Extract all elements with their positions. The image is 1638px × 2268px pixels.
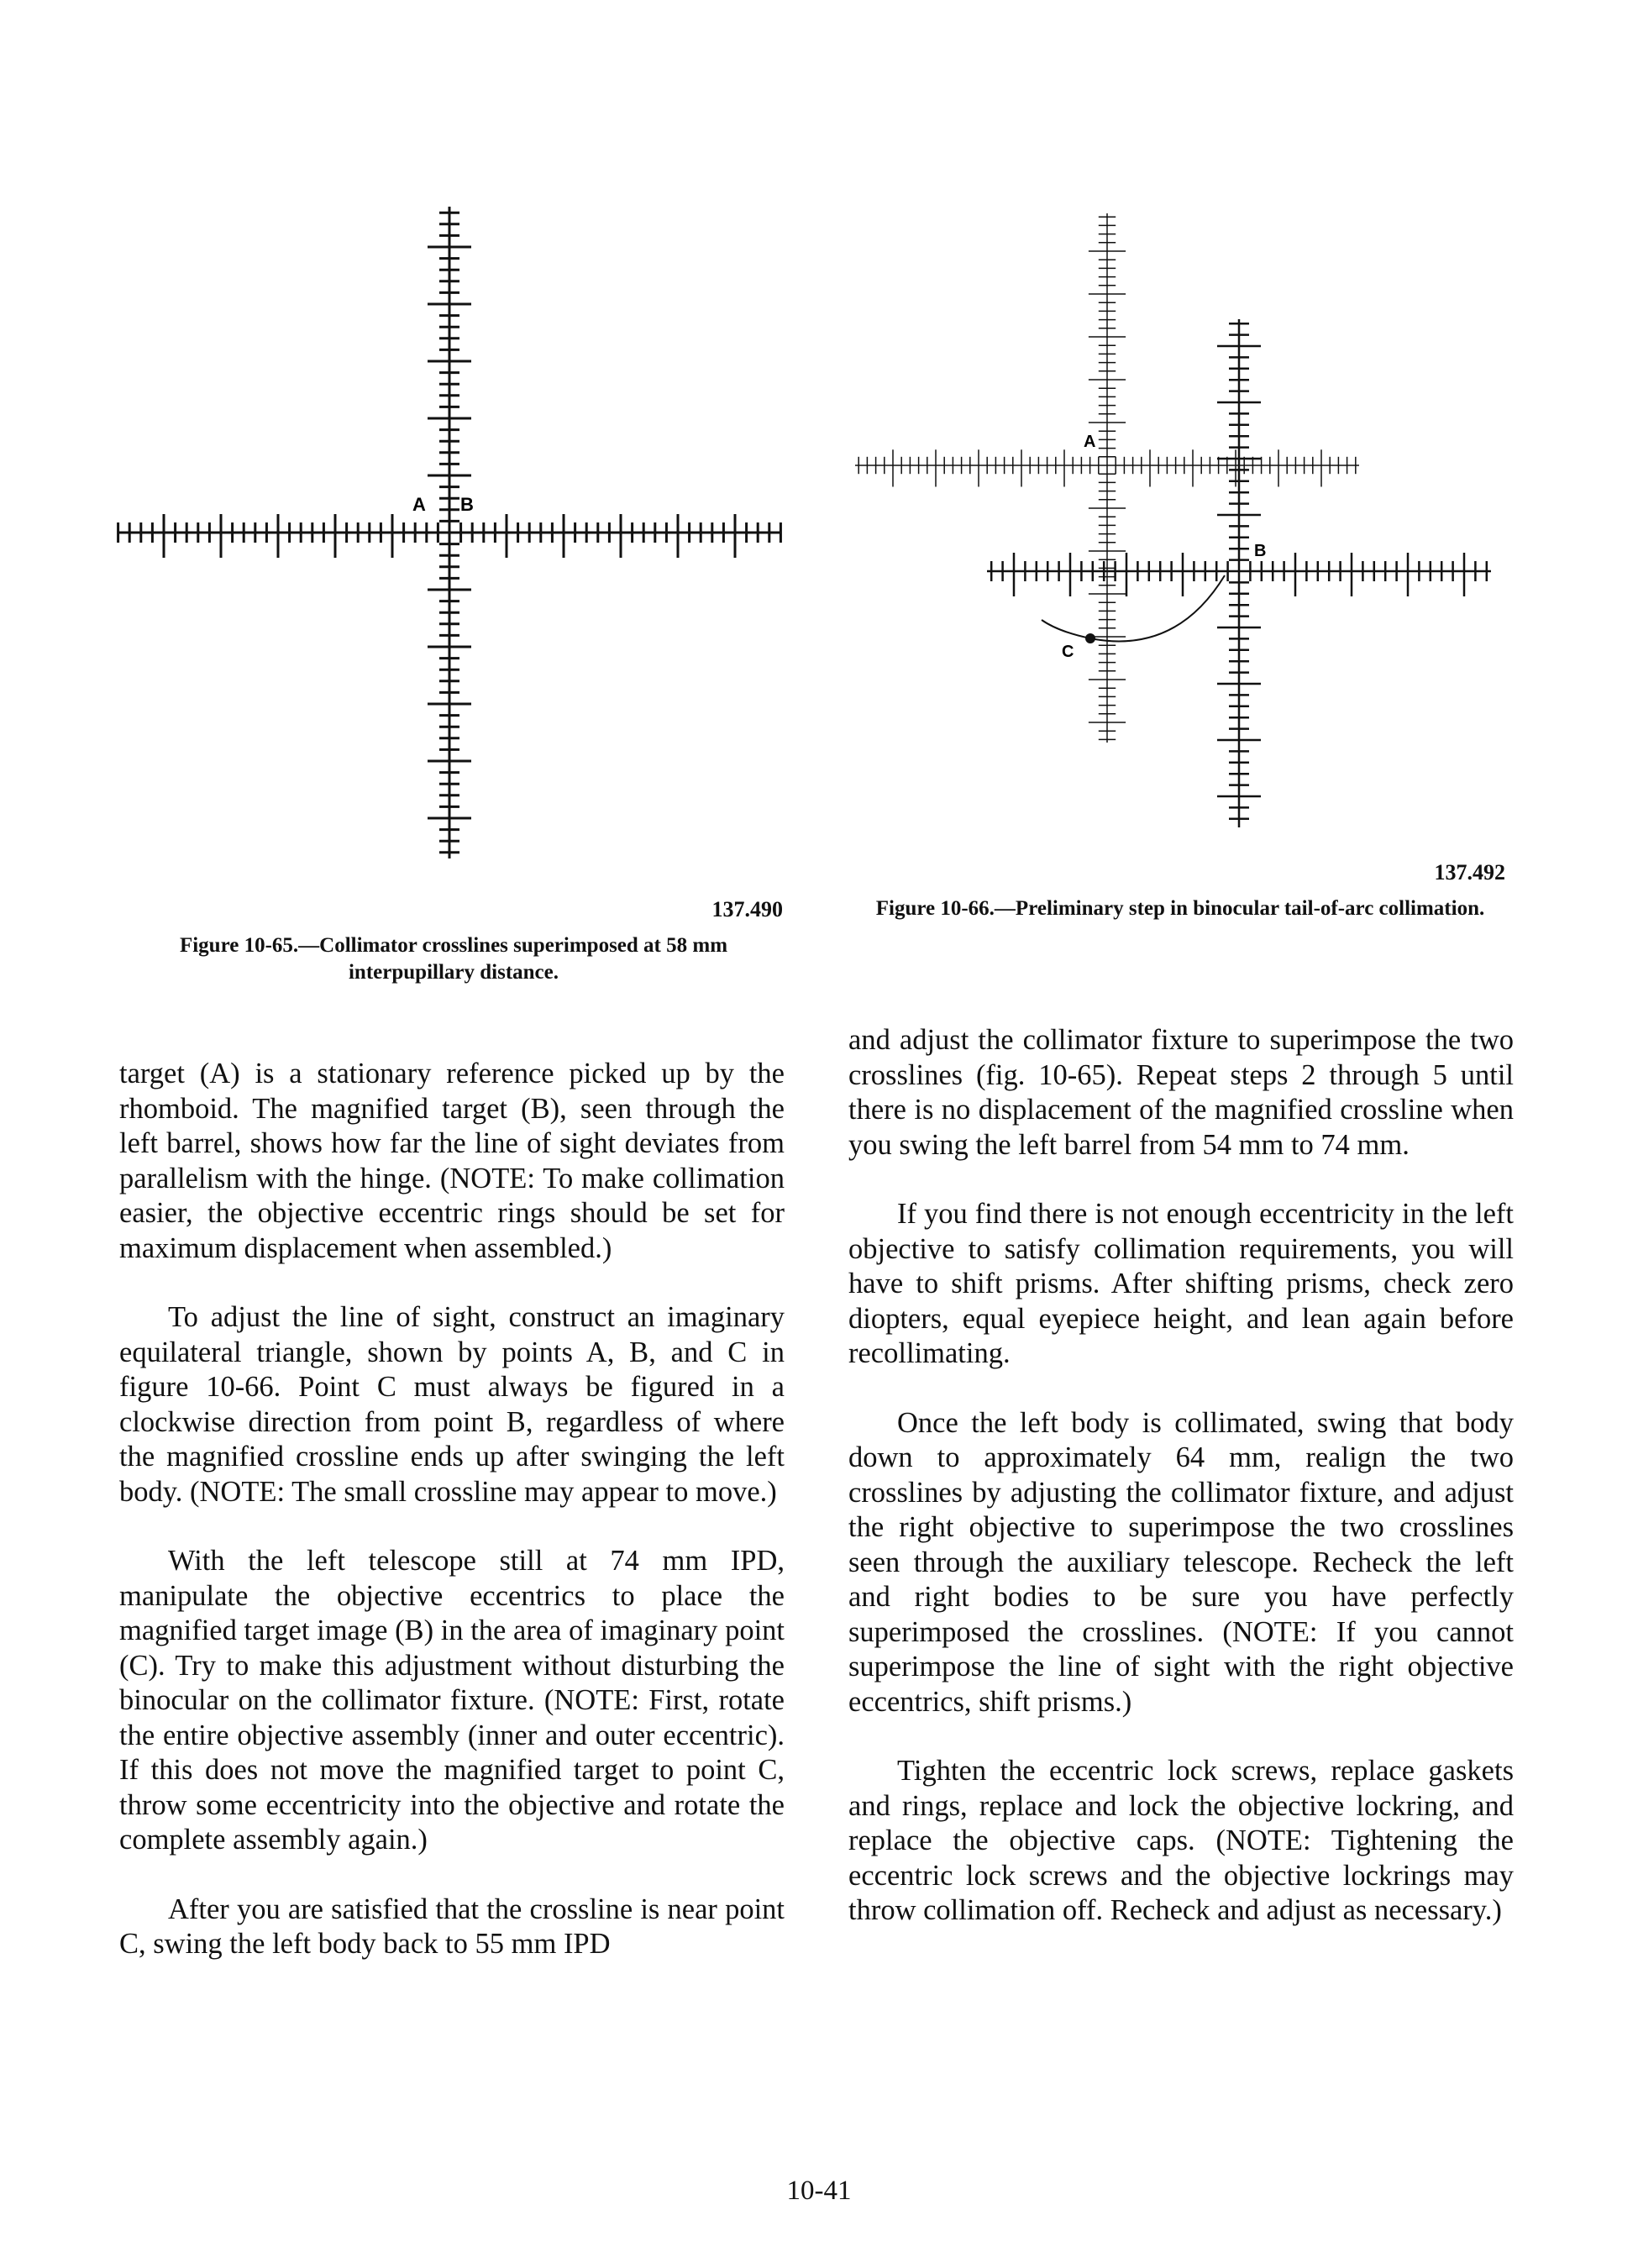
figure-10-66-id: 137.492 bbox=[1434, 860, 1505, 885]
paragraph: To adjust the line of sight, construct an imaginary equilateral triangle, shown by points A, B, and C in figure 10-66. Point C must always be figured in a clockwise direction from point B, regardless of where the magnified crossline ends up after swinging the left body. (NOTE: The small crossline may appear to move.) bbox=[119, 1301, 785, 1508]
paragraph: After you are satisfied that the crossline is near point C, swing the left body back to 55 mm IPD bbox=[119, 1893, 785, 1960]
paragraph: Tighten the eccentric lock screws, replace gaskets and rings, replace and lock the objective lockring, and replace the objective caps. (NOTE: Tightening the eccentric lock screws and the objective lockrings may throw collimation off. Recheck and adjust as necessary.) bbox=[848, 1755, 1514, 1926]
figures-canvas bbox=[0, 0, 1638, 966]
figure-10-66-crosslines bbox=[855, 213, 1491, 827]
figure-10-65-id: 137.490 bbox=[711, 897, 783, 921]
right-column bbox=[848, 1023, 1514, 1963]
paragraph: and adjust the collimator fixture to superimpose the two crosslines (fig. 10-65). Repeat steps 2 through 5 until there is no displacement of the magnified crossline when you swing the left barrel from 54 mm to 74 mm. bbox=[848, 1024, 1514, 1161]
figure-10-65-label-a: A bbox=[412, 494, 426, 515]
left-column bbox=[119, 1057, 785, 1997]
point-c-dot bbox=[1085, 633, 1095, 643]
figure-10-65-caption: Figure 10-65.—Collimator crosslines superimposed at 58 mm interpupillary distance. bbox=[179, 934, 728, 984]
page-number: 10-41 bbox=[786, 2176, 852, 2206]
paragraph: target (A) is a stationary reference picked up by the rhomboid. The magnified target (B), seen through the left barrel, shows how far the line of sight deviates from parallelism with the hinge. (NOTE: To make collimation easier, the objective eccentric rings should be set for maximum displacement when assembled.) bbox=[119, 1058, 785, 1264]
figure-10-65-label-b: B bbox=[460, 494, 474, 515]
figure-10-66-label-b: B bbox=[1254, 542, 1267, 560]
figure-10-66-label-a: A bbox=[1084, 433, 1096, 451]
figure-10-66-label-c: C bbox=[1062, 643, 1074, 661]
collimation-arc bbox=[1042, 575, 1225, 641]
figure-10-65-crosslines bbox=[118, 207, 781, 858]
paragraph: If you find there is not enough eccentricity in the left objective to satisfy collimation requirements, you will have to shift prisms. After shifting prisms, check zero diopters, equal eyepiece height, and lean again before recollimating. bbox=[848, 1198, 1514, 1369]
paragraph: With the left telescope still at 74 mm IPD, manipulate the objective eccentrics to place the magnified target image (B) in the area of imaginary point (C). Try to make this adjustment without disturbing the binocular on the collimator fixture. (NOTE: First, rotate the entire objective assembly (inner and outer eccentric). If this does not move the magnified target to point C, throw some eccentricity into the objective and rotate the complete assembly again.) bbox=[119, 1545, 785, 1856]
figure-10-66-caption: Figure 10-66.—Preliminary step in binocular tail-of-arc collimation. bbox=[875, 897, 1485, 920]
paragraph: Once the left body is collimated, swing that body down to approximately 64 mm, realign the two crosslines by adjusting the collimator fixture, and adjust the right objective to superimpose the two crosslines seen through the auxiliary telescope. Recheck the left and right bodies to be sure you have perfectly superimposed the crosslines. (NOTE: If you cannot superimpose the line of sight with the right objective eccentrics, shift prisms.) bbox=[848, 1406, 1514, 1718]
